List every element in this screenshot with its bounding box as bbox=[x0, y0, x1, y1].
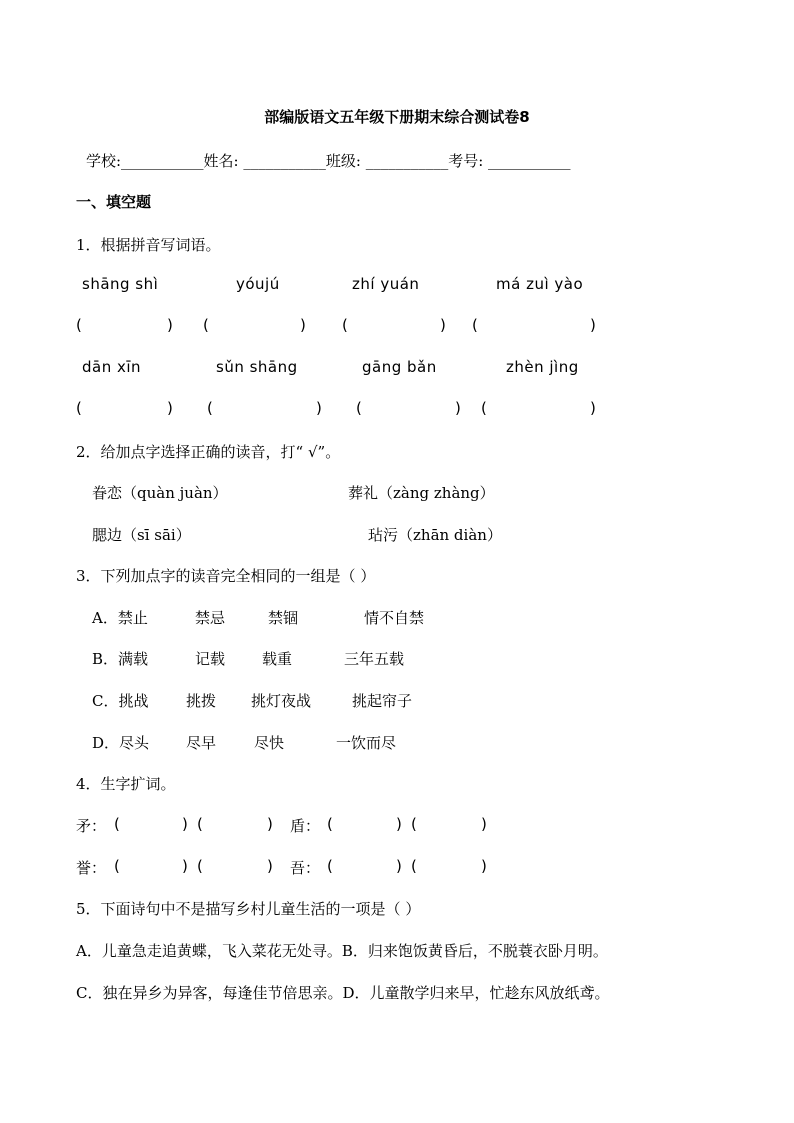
option-c-word: 挑拨 bbox=[186, 692, 217, 710]
pronunciation-choice: 腮边（sī sāi） bbox=[92, 526, 191, 544]
pinyin-item: gāng bǎn bbox=[362, 358, 437, 376]
answer-blank-open: ( bbox=[356, 399, 362, 417]
answer-blank-close: ) bbox=[267, 857, 273, 875]
answer-blank-close: ) bbox=[590, 399, 596, 417]
answer-blank-open: ( bbox=[472, 316, 478, 334]
option-b-word: 载重 bbox=[262, 650, 293, 668]
option-a-word: 禁忌 bbox=[195, 609, 226, 627]
option-d-word: D．尽头 bbox=[92, 734, 150, 752]
question-5-prompt: 5．下面诗句中不是描写乡村儿童生活的一项是（ ） bbox=[76, 900, 421, 918]
option-a-word: 禁锢 bbox=[268, 609, 299, 627]
section-heading: 一、填空题 bbox=[76, 193, 152, 211]
answer-blank-open: ( bbox=[207, 399, 213, 417]
poem-options-line: C．独在异乡为异客，每逢佳节倍思亲。D．儿童散学归来早，忙趁东风放纸鸢。 bbox=[76, 984, 610, 1002]
page-title: 部编版语文五年级下册期末综合测试卷8 bbox=[264, 108, 530, 126]
answer-blank-close: ) bbox=[316, 399, 322, 417]
answer-blank-open: ( bbox=[411, 815, 417, 833]
answer-blank-close: ) bbox=[396, 815, 402, 833]
option-b-word: 三年五载 bbox=[344, 650, 405, 668]
answer-blank-close: ) bbox=[590, 316, 596, 334]
answer-blank-close: ) bbox=[167, 316, 173, 334]
option-b-word: 记载 bbox=[195, 650, 226, 668]
option-a-word: A．禁止 bbox=[92, 609, 148, 627]
pronunciation-choice: 眷恋（quàn juàn） bbox=[92, 484, 228, 502]
answer-blank-close: ) bbox=[481, 857, 487, 875]
answer-blank-open: ( bbox=[203, 316, 209, 334]
character-label: 吾： bbox=[290, 859, 321, 877]
answer-blank-open: ( bbox=[327, 857, 333, 875]
answer-blank-open: ( bbox=[114, 857, 120, 875]
answer-blank-open: ( bbox=[411, 857, 417, 875]
option-d-word: 一饮而尽 bbox=[336, 734, 397, 752]
pinyin-item: yóujú bbox=[236, 275, 280, 293]
question-1-prompt: 1．根据拼音写词语。 bbox=[76, 236, 221, 254]
answer-blank-close: ) bbox=[440, 316, 446, 334]
option-d-word: 尽快 bbox=[254, 734, 285, 752]
answer-blank-open: ( bbox=[114, 815, 120, 833]
pinyin-item: má zuì yào bbox=[496, 275, 584, 293]
answer-blank-close: ) bbox=[167, 399, 173, 417]
answer-blank-close: ) bbox=[481, 815, 487, 833]
character-label: 矛： bbox=[76, 817, 107, 835]
answer-blank-close: ) bbox=[182, 815, 188, 833]
question-4-prompt: 4．生字扩词。 bbox=[76, 775, 176, 793]
answer-blank-open: ( bbox=[197, 815, 203, 833]
option-a-word: 情不自禁 bbox=[364, 609, 425, 627]
pinyin-item: shāng shì bbox=[82, 275, 159, 293]
pronunciation-choice: 玷污（zhān diàn） bbox=[368, 526, 502, 544]
option-b-word: B．满载 bbox=[92, 650, 149, 668]
option-d-word: 尽早 bbox=[186, 734, 217, 752]
character-label: 盾： bbox=[290, 817, 321, 835]
answer-blank-open: ( bbox=[76, 399, 82, 417]
answer-blank-close: ) bbox=[455, 399, 461, 417]
pinyin-item: zhí yuán bbox=[352, 275, 420, 293]
option-c-word: C．挑战 bbox=[92, 692, 149, 710]
answer-blank-close: ) bbox=[182, 857, 188, 875]
option-c-word: 挑起帘子 bbox=[352, 692, 413, 710]
answer-blank-open: ( bbox=[76, 316, 82, 334]
pronunciation-choice: 葬礼（zàng zhàng） bbox=[348, 484, 495, 502]
question-2-prompt: 2．给加点字选择正确的读音，打“ √”。 bbox=[76, 443, 341, 461]
poem-options-line: A．儿童急走追黄蝶，飞入菜花无处寻。B．归来饱饭黄昏后，不脱蓑衣卧月明。 bbox=[76, 942, 608, 960]
pinyin-item: dān xīn bbox=[82, 358, 142, 376]
answer-blank-close: ) bbox=[267, 815, 273, 833]
question-3-prompt: 3．下列加点字的读音完全相同的一组是（ ） bbox=[76, 567, 376, 585]
answer-blank-open: ( bbox=[481, 399, 487, 417]
answer-blank-open: ( bbox=[342, 316, 348, 334]
answer-blank-open: ( bbox=[197, 857, 203, 875]
answer-blank-open: ( bbox=[327, 815, 333, 833]
pinyin-item: zhèn jìng bbox=[506, 358, 579, 376]
answer-blank-close: ) bbox=[396, 857, 402, 875]
pinyin-item: sǔn shāng bbox=[216, 358, 298, 376]
student-info-line: 学校:___________姓名: ___________班级: ___________考号: ___________ bbox=[86, 152, 571, 170]
answer-blank-close: ) bbox=[300, 316, 306, 334]
option-c-word: 挑灯夜战 bbox=[251, 692, 312, 710]
character-label: 誉： bbox=[76, 859, 107, 877]
